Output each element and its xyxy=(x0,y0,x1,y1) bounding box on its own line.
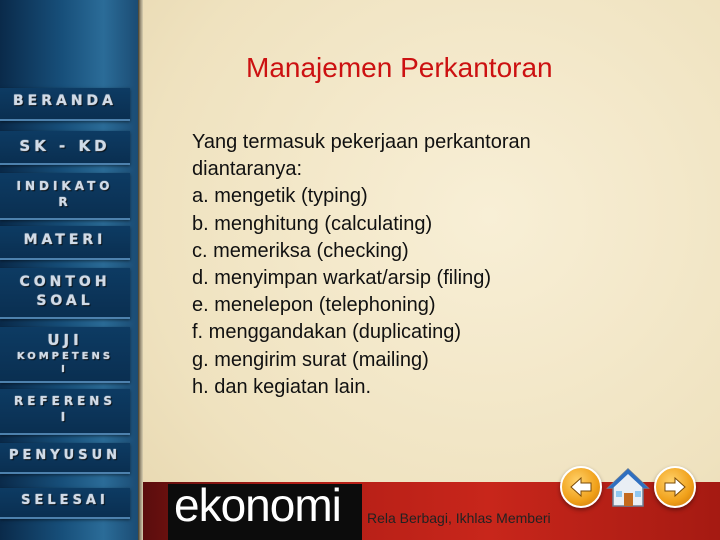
nav-kompetensi-label-2: I xyxy=(61,364,69,375)
body-line: e. menelepon (telephoning) xyxy=(192,294,436,317)
nav-contoh-soal-label: CONTOH xyxy=(19,274,111,290)
nav-contoh-soal[interactable] xyxy=(0,268,130,319)
nav-referensi[interactable] xyxy=(0,389,130,435)
home-button[interactable] xyxy=(606,466,650,510)
nav-sk-kd[interactable] xyxy=(0,131,130,165)
nav-indikator[interactable] xyxy=(0,173,130,220)
body-line: Yang termasuk pekerjaan perkantoran xyxy=(192,131,531,153)
arrow-left-icon xyxy=(567,473,595,501)
body-line: a. mengetik (typing) xyxy=(192,185,368,208)
body-line: g. mengirim surat (mailing) xyxy=(192,348,429,371)
slide-title: Manajemen Perkantoran xyxy=(246,52,553,83)
nav-uji-label: UJI xyxy=(47,331,83,349)
nav-beranda[interactable] xyxy=(0,88,130,121)
nav-referensi-label-2: I xyxy=(60,410,70,424)
nav-selesai[interactable] xyxy=(0,488,130,519)
nav-contoh-soal-label-2: SOAL xyxy=(36,293,94,309)
slide-body xyxy=(192,129,632,401)
home-icon xyxy=(606,466,650,510)
footer-motto: Rela Berbagi, Ikhlas Memberi xyxy=(367,510,551,526)
body-line: b. menghitung (calculating) xyxy=(192,212,433,235)
body-line: c. memeriksa (checking) xyxy=(192,239,409,262)
nav-uji-kompetensi[interactable] xyxy=(0,327,130,383)
nav-indikator-label: INDIKATO xyxy=(16,179,114,193)
body-line: f. menggandakan (duplicating) xyxy=(192,321,462,344)
nav-sk-kd-label: SK - KD xyxy=(19,137,111,155)
previous-button[interactable] xyxy=(560,466,602,508)
nav-kompetensi-label: KOMPETENS xyxy=(16,351,114,362)
body-line: diantaranya: xyxy=(192,158,303,181)
nav-penyusun-label: PENYUSUN xyxy=(8,448,122,463)
nav-materi-label: MATERI xyxy=(23,232,107,248)
nav-penyusun[interactable] xyxy=(0,443,130,474)
next-button[interactable] xyxy=(654,466,696,508)
brand-logo-text: ekonomi xyxy=(174,479,341,531)
nav-materi[interactable] xyxy=(0,226,130,260)
arrow-right-icon xyxy=(661,473,689,501)
nav-referensi-label: REFERENS xyxy=(14,394,116,408)
nav-selesai-label: SELESAI xyxy=(21,493,109,508)
nav-beranda-label: BERANDA xyxy=(12,93,118,109)
body-line: h. dan kegiatan lain. xyxy=(192,375,372,398)
body-line: d. menyimpan warkat/arsip (filing) xyxy=(192,267,491,290)
nav-indikator-label-2: R xyxy=(58,195,72,209)
